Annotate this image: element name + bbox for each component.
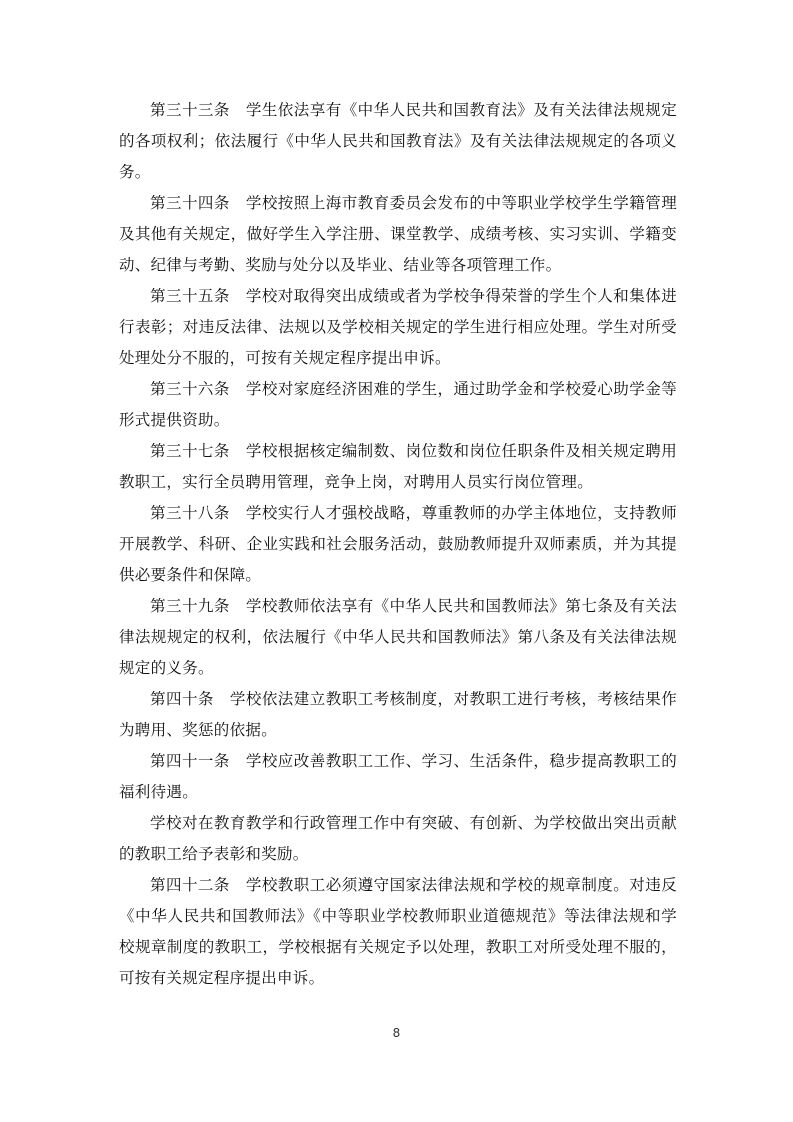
- article-42-paragraph: 第四十二条 学校教职工必须遵守国家法律法规和学校的规章制度。对违反《中华人民共和国教师法》《中等职业学校教师职业道德规范》等法律法规和学校规章制度的教职工，学校根据有关规定予以处理，教职工对所受处理不服的，可按有关规定程序提出申诉。: [119, 876, 677, 987]
- article-38-paragraph: 第三十八条 学校实行人才强校战略，尊重教师的办学主体地位，支持教师开展教学、科研、企业实践和社会服务活动，鼓励教师提升双师素质，并为其提供必要条件和保障。: [119, 504, 677, 584]
- article-33-paragraph: 第三十三条 学生依法享有《中华人民共和国教育法》及有关法律法规规定的各项权利；依法履行《中华人民共和国教育法》及有关法律法规规定的各项义务。: [119, 101, 677, 181]
- article-41-supplement-paragraph: 学校对在教育教学和行政管理工作中有突破、有创新、为学校做出突出贡献的教职工给予表彰和奖励。: [119, 814, 677, 863]
- article-39-paragraph: 第三十九条 学校教师依法享有《中华人民共和国教师法》第七条及有关法律法规规定的权利，依法履行《中华人民共和国教师法》第八条及有关法律法规规定的义务。: [119, 597, 677, 677]
- article-40-paragraph: 第四十条 学校依法建立教职工考核制度，对教职工进行考核，考核结果作为聘用、奖惩的依据。: [119, 690, 677, 739]
- article-34-paragraph: 第三十四条 学校按照上海市教育委员会发布的中等职业学校学生学籍管理及其他有关规定，做好学生入学注册、课堂教学、成绩考核、实习实训、学籍变动、纪律与考勤、奖励与处分以及毕业、结业等各项管理工作。: [119, 194, 677, 274]
- article-35-paragraph: 第三十五条 学校对取得突出成绩或者为学校争得荣誉的学生个人和集体进行表彰；对违反法律、法规以及学校相关规定的学生进行相应处理。学生对所受处理处分不服的，可按有关规定程序提出申诉。: [119, 287, 677, 367]
- page-number: 8: [392, 1026, 401, 1040]
- article-41-paragraph: 第四十一条 学校应改善教职工工作、学习、生活条件，稳步提高教职工的福利待遇。: [119, 752, 677, 801]
- article-37-paragraph: 第三十七条 学校根据核定编制数、岗位数和岗位任职条件及相关规定聘用教职工，实行全员聘用管理，竞争上岗，对聘用人员实行岗位管理。: [119, 442, 677, 491]
- document-body: [119, 95, 677, 994]
- article-36-paragraph: 第三十六条 学校对家庭经济困难的学生，通过助学金和学校爱心助学金等形式提供资助。: [119, 380, 677, 429]
